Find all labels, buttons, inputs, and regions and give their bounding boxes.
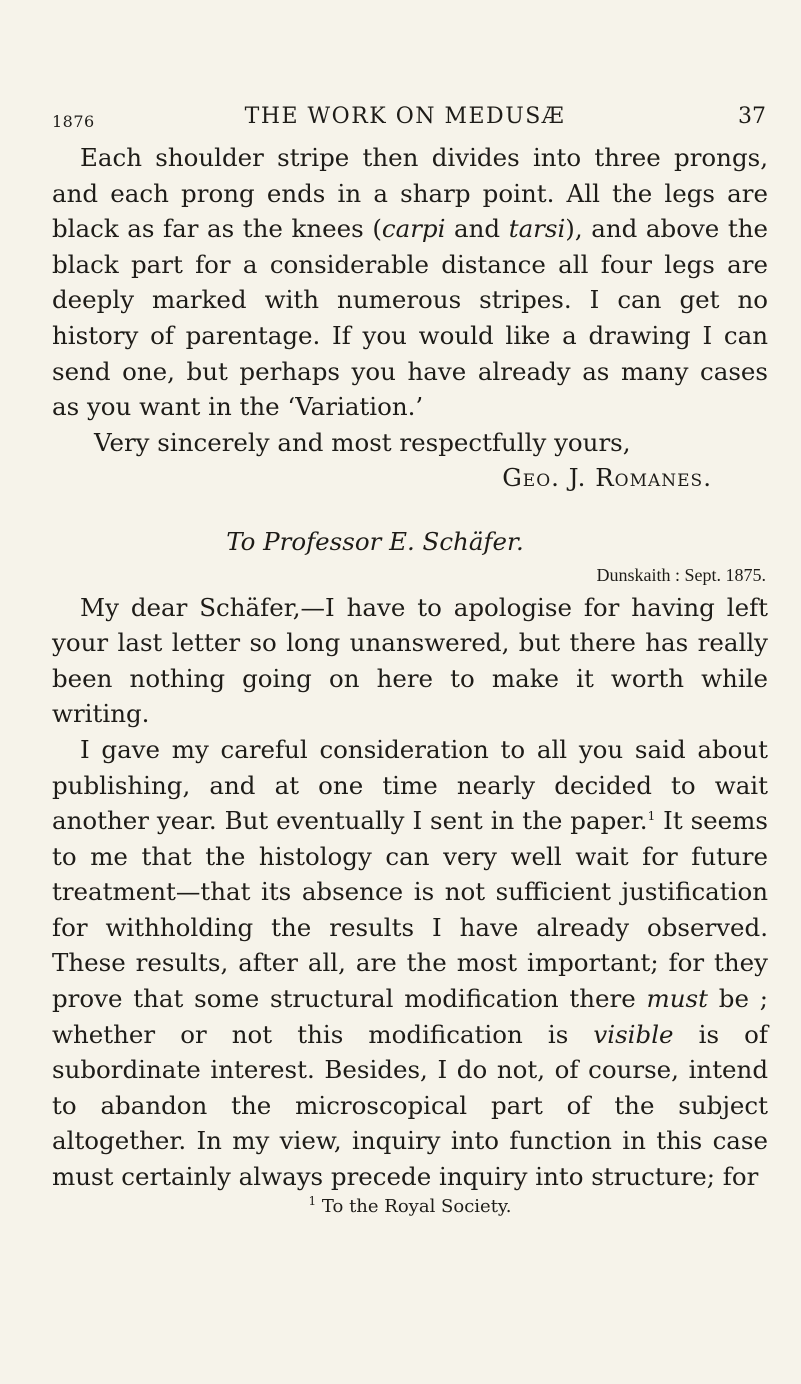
footnote: [52, 1196, 801, 1217]
header-title: THE WORK ON MEDUSÆ: [244, 104, 566, 129]
header-year: 1876: [52, 112, 95, 131]
letter1-closing: Very sincerely and most respectfully yours,: [94, 427, 631, 457]
footnote-text: To the Royal Society.: [316, 1196, 512, 1217]
letter1-text-a: Each shoulder stripe then divides into three prongs, and each prong ends in a sharp point. All the legs are black as far as the knees (: [52, 143, 768, 244]
footnote-reference: 1: [647, 808, 656, 823]
footnote-mark: 1: [308, 1194, 317, 1208]
letter2-paragraph-2: [52, 732, 768, 1195]
letter1-text-b: ), and above the black part for a considerable distance all four legs are deeply marked with numerous stripes. I can get no history of parentage. If you would like a drawing I can send one, but perhaps you have already as many cases as you want in the ‘Variation.’: [52, 214, 768, 422]
letter2-text-b: It seems to me that the histology can very well wait for future treatment—that its absence is not sufficient justification for withholding the results I have already observed. These results, after all, are the most important; for they prove that some structural modification there: [52, 806, 768, 1014]
running-header: [44, 100, 766, 134]
term-visible: visible: [593, 1019, 674, 1049]
letter1-paragraph: [52, 140, 768, 425]
section-gap: [52, 496, 768, 524]
letter1-text-and: and: [445, 214, 509, 244]
letter2-text-c: be ; whether or not this modification is: [52, 984, 769, 1049]
page-number: 37: [738, 104, 766, 129]
term-must: must: [646, 984, 708, 1014]
term-tarsi: tarsi: [508, 214, 566, 244]
letter2-addressee: To Professor E. Schäfer.: [226, 526, 524, 556]
letter2-dateline: Dunskaith : Sept. 1875.: [596, 564, 766, 585]
letter2-paragraph-1: My dear Schäfer,—I have to apologise for having left your last letter so long unanswered, but there has really been nothing going on here to make it worth while writing.: [52, 592, 768, 729]
term-carpi: carpi: [381, 214, 446, 244]
letter2-text-a: I gave my careful consideration to all you said about publishing, and at one time nearly decided to wait another year. But eventually I sent in the paper.: [52, 734, 768, 836]
page-body: [52, 140, 768, 1195]
letter1-signature: Geo. J. Romanes.: [502, 463, 712, 493]
letter2-text-d: is of subordinate interest. Besides, I do not, of course, intend to abandon the microscopical part of the subject altogether. In my view, inquiry into function in this case must certainly always precede inquiry into structure; for: [52, 1019, 768, 1192]
